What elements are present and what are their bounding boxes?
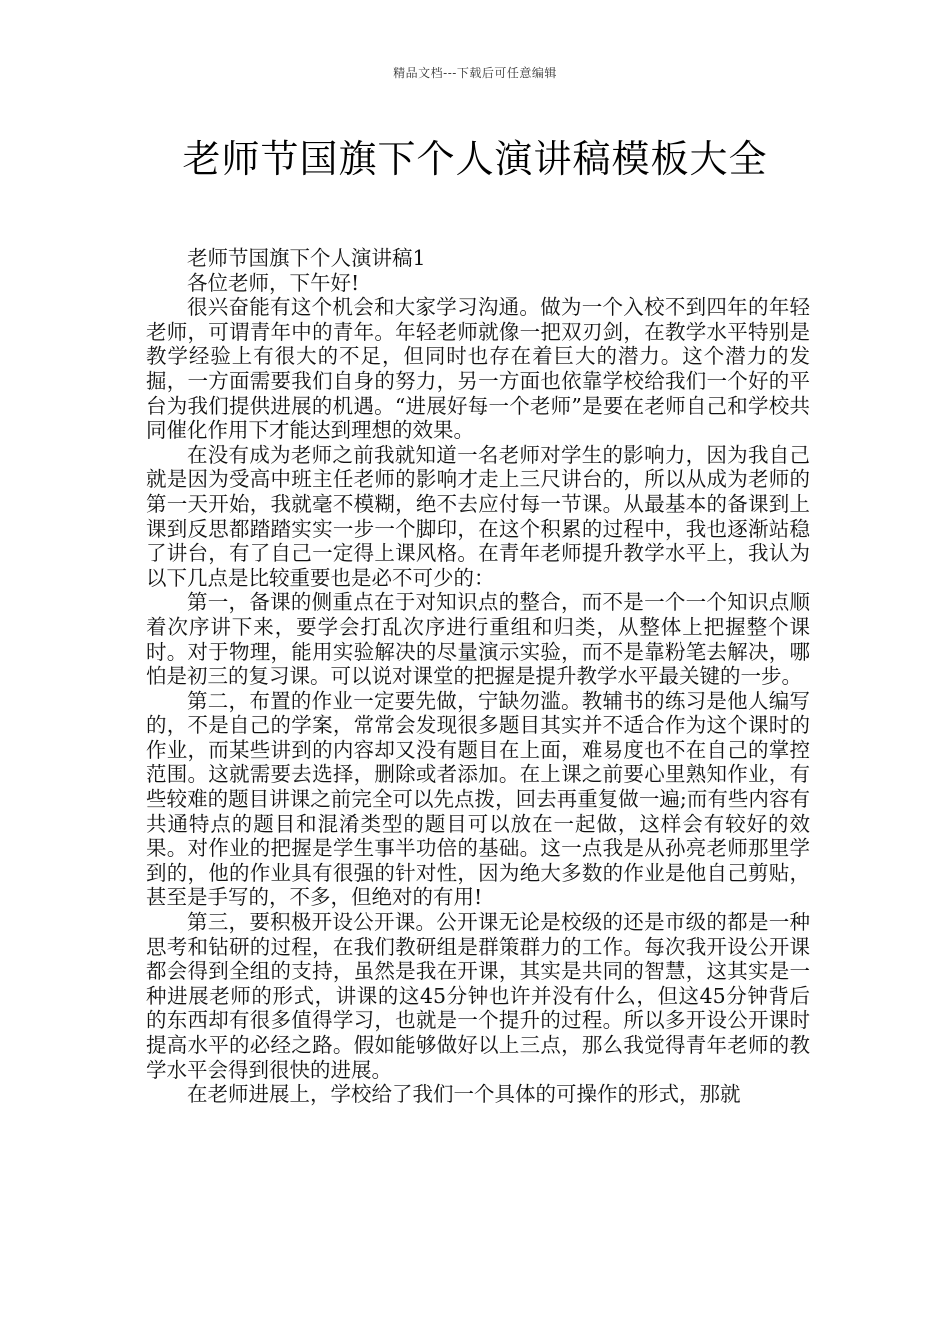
section-heading: 老师节国旗下个人演讲稿1	[187, 246, 426, 270]
body-paragraph: 很兴奋能有这个机会和大家学习沟通。做为一个入校不到四年的年轻老师，可谓青年中的青年。年轻老师就像一把双刃剑，在教学水平特别是教学经验上有很大的不足，但同时也存在着巨大的潜力。这个潜力的发掘，一方面需要我们自身的努力，另一方面也依靠学校给我们一个好的平台为我们提供进展的机遇。“进展好每一个老师”是要在老师自己和学校共同催化作用下才能达到理想的效果。	[146, 295, 810, 443]
body-paragraph: 第一，备课的侧重点在于对知识点的整合，而不是一个一个知识点顺着次序讲下来，要学会打乱次序进行重组和归类，从整体上把握整个课时。对于物理，能用实验解决的尽量演示实验，而不是靠粉笔去解决，哪怕是初三的复习课。可以说对课堂的把握是提升教学水平最关键的一步。	[146, 590, 810, 689]
document-title: 老师节国旗下个人演讲稿模板大全	[182, 137, 768, 181]
body-paragraph: 第二，布置的作业一定要先做，宁缺勿滥。教辅书的练习是他人编写的，不是自己的学案，常常会发现很多题目其实并不适合作为这个课时的作业，而某些讲到的内容却又没有题目在上面，难易度也不在自己的掌控范围。这就需要去选择，删除或者添加。在上课之前要心里熟知作业，有些较难的题目讲课之前完全可以先点拨，回去再重复做一遍;而有些内容有共通特点的题目和混淆类型的题目可以放在一起做，这样会有较好的效果。对作业的把握是学生事半功倍的基础。这一点我是从孙亮老师那里学到的，他的作业具有很强的针对性，因为绝大多数的作业是他自己剪贴，甚至是手写的，不多，但绝对的有用!	[146, 688, 810, 910]
body-paragraph: 在没有成为老师之前我就知道一名老师对学生的影响力，因为我自己就是因为受高中班主任老师的影响才走上三尺讲台的，所以从成为老师的第一天开始，我就毫不模糊，绝不去应付每一节课。从最基本的备课到上课到反思都踏踏实实一步一个脚印，在这个积累的过程中，我也逐渐站稳了讲台，有了自己一定得上课风格。在青年老师提升教学水平上，我认为以下几点是比较重要也是必不可少的：	[146, 442, 810, 590]
header-note: 精品文档---下载后可任意编辑	[393, 66, 557, 80]
body-paragraph: 第三，要积极开设公开课。公开课无论是校级的还是市级的都是一种思考和钻研的过程，在我们教研组是群策群力的工作。每次我开设公开课都会得到全组的支持，虽然是我在开课，其实是共同的智慧，这其实是一种进展老师的形式，讲课的这45分钟也许并没有什么，但这45分钟背后的东西却有很多值得学习，也就是一个提升的过程。所以多开设公开课时提高水平的必经之路。假如能够做好以上三点，那么我觉得青年老师的教学水平会得到很快的进展。	[146, 910, 810, 1082]
body-paragraph: 在老师进展上，学校给了我们一个具体的可操作的形式，那就	[187, 1082, 741, 1107]
greeting-paragraph: 各位老师，下午好!	[187, 270, 360, 295]
document-body	[146, 246, 810, 1107]
